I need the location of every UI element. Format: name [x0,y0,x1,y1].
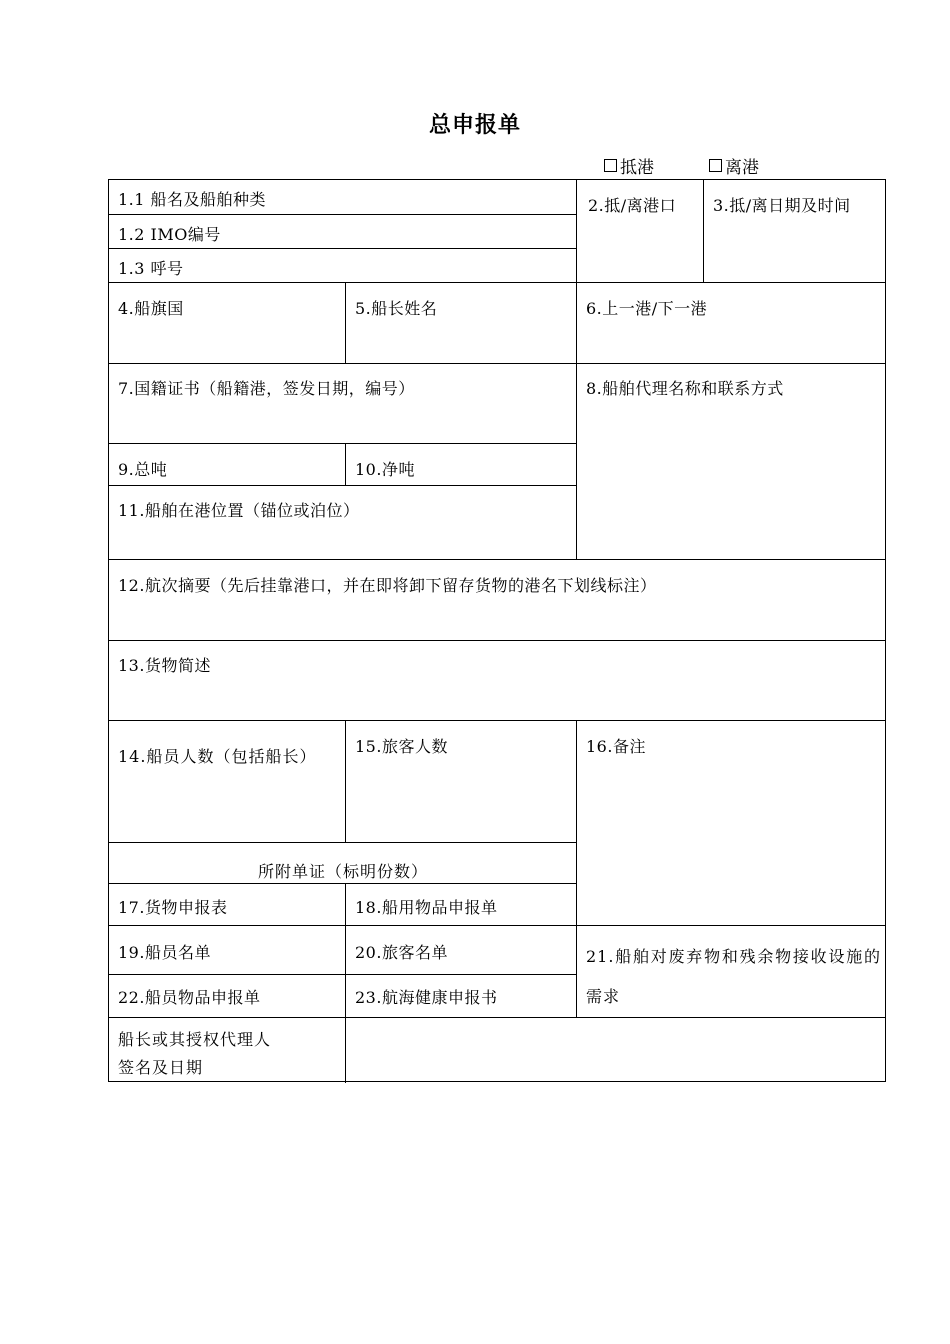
field-maritime-health-declaration: 23.航海健康申报书 [355,988,498,1007]
checkbox-square-icon[interactable] [709,159,722,172]
arrival-checkbox[interactable] [604,153,654,178]
row-divider [109,720,885,721]
column-divider [345,720,346,842]
row-divider [109,974,577,975]
row-divider [109,883,577,884]
row-divider [109,842,577,843]
field-flag-state: 4.船旗国 [118,299,184,318]
field-call-sign: 1.3 呼号 [118,259,184,278]
row-divider [109,485,577,486]
row-divider [109,248,577,249]
column-divider [703,180,704,282]
departure-checkbox[interactable] [709,153,759,178]
column-divider [345,282,346,363]
row-divider [109,282,885,283]
row-divider [109,214,577,215]
field-master-name: 5.船长姓名 [355,299,438,318]
field-waste-facilities: 21.船舶对废弃物和残余物接收设施的需求 [586,947,881,1006]
field-cargo-description: 13.货物简述 [118,656,211,675]
signature-field[interactable] [346,1018,885,1081]
field-net-tonnage: 10.净吨 [355,460,415,479]
declaration-form [108,179,886,1082]
row-divider [109,443,577,444]
field-imo-number: 1.2 IMO编号 [118,225,221,244]
column-divider [345,443,346,485]
row-divider [109,559,885,560]
field-voyage-summary: 12.航次摘要（先后挂靠港口，并在即将卸下留存货物的港名下划线标注） [118,576,657,595]
field-date-time: 3.抵/离日期及时间 [713,196,851,215]
field-port-arrival-departure: 2.抵/离港口 [588,196,677,215]
field-remarks: 16.备注 [586,737,646,756]
signature-label-line1: 船长或其授权代理人 [118,1030,272,1049]
field-ship-position: 11.船舶在港位置（锚位或泊位） [118,501,360,520]
attached-documents-header: 所附单证（标明份数） [257,862,428,881]
field-registry-certificate: 7.国籍证书（船籍港，签发日期，编号） [118,379,415,398]
field-ship-agent: 8.船舶代理名称和联系方式 [586,379,784,398]
form-title: 总申报单 [428,113,521,138]
departure-label: 离港 [725,158,759,178]
signature-label [118,1026,271,1082]
row-divider [109,363,885,364]
field-crew-list: 19.船员名单 [118,943,211,962]
field-crew-count: 14.船员人数（包括船长） [118,747,317,766]
signature-label-line2: 签名及日期 [118,1058,204,1077]
checkbox-square-icon[interactable] [604,159,617,172]
field-passenger-list: 20.旅客名单 [355,943,448,962]
field-ship-stores-declaration: 18.船用物品申报单 [355,898,498,917]
field-gross-tonnage: 9.总吨 [118,460,168,479]
field-crew-effects-declaration: 22.船员物品申报单 [118,988,261,1007]
arrival-label: 抵港 [620,158,654,178]
field-passenger-count: 15.旅客人数 [355,737,448,756]
field-last-next-port: 6.上一港/下一港 [586,299,708,318]
row-divider [109,640,885,641]
field-cargo-declaration: 17.货物申报表 [118,898,228,917]
field-ship-name-type: 1.1 船名及船舶种类 [118,190,267,209]
row-divider [109,925,885,926]
column-divider [576,180,577,559]
